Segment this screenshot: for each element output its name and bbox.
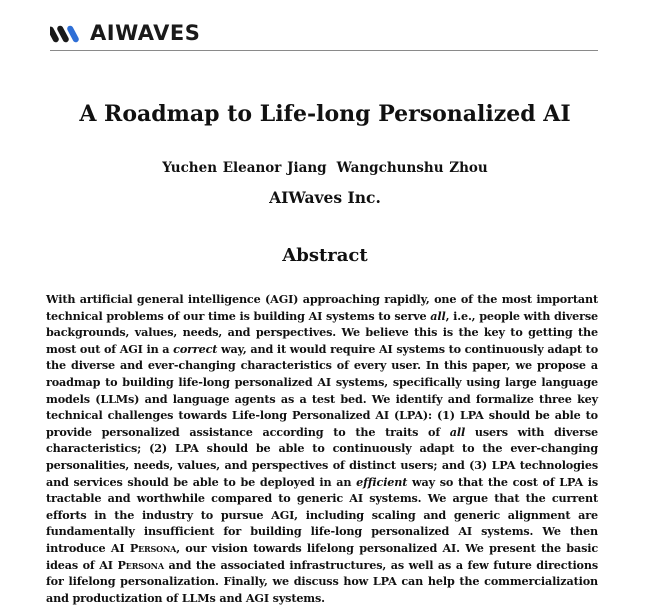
abstract-text: With artificial general intelligence (AGI) approaching rapidly, one of the most important technical problems of our time is building AI systems to serve — [46, 292, 598, 323]
abstract-body — [46, 291, 598, 606]
abstract-heading: Abstract — [282, 245, 368, 266]
author-name: Wangchunshu Zhou — [336, 160, 488, 176]
abstract-text: way so that the cost of LPA is tractable and worthwhile compared to generic AI systems. We argue that the current efforts in the industry to pursue AGI, including scaling and generic alignment are fundamentally insufficient for building life-long personalized AI systems. We then introduce AI — [46, 474, 599, 555]
abstract-emphasis: correct — [173, 341, 218, 356]
abstract-emphasis: efficient — [356, 474, 408, 489]
abstract-text: , i.e., people with diverse backgrounds, values, needs, and perspectives. We believe this is the key to getting the most out of AGI in a — [46, 308, 598, 356]
abstract-emphasis: all — [430, 308, 446, 323]
abstract-emphasis: all — [449, 424, 466, 439]
author-list — [0, 160, 650, 176]
abstract-text: , our vision towards lifelong personalized AI. We present the basic ideas of AI — [46, 540, 598, 572]
abstract-text: and the associated infrastructures, as well as a few future directions for lifelong personalization. Finally, we discuss how LPA can help the commercialization and productization of LLMs and AGI systems. — [46, 557, 599, 605]
abstract-text: way, and it would require AI systems to continuously adapt to the diverse and ever-changing characteristics of every user. In this paper, we propose a roadmap to building life-long personalized AI systems, specifically using large language models (LLMs) and language agents as a test bed. We identify and formalize three key technical challenges towards Life-long Personalized AI (LPA): (1) LPA should be able to provide personalized assistance according to the traits of — [46, 341, 599, 439]
page-header — [50, 20, 598, 51]
aiwaves-logo-icon — [50, 24, 84, 44]
affiliation: AIWaves Inc. — [269, 188, 381, 207]
paper-title: A Roadmap to Life-long Personalized AI — [79, 101, 571, 127]
abstract-text: users with diverse characteristics; (2) LPA should be able to continuously adapt to the ever-changing personalities, needs, values, and perspectives of distinct users; and (3) LPA technologies and services should be able to be deployed in an — [46, 424, 599, 489]
abstract-smallcaps: Persona — [117, 557, 164, 572]
author-name: Yuchen Eleanor Jiang — [162, 160, 327, 176]
logo-wordmark: AIWAVES — [90, 21, 201, 45]
abstract-smallcaps: Persona — [129, 540, 177, 555]
